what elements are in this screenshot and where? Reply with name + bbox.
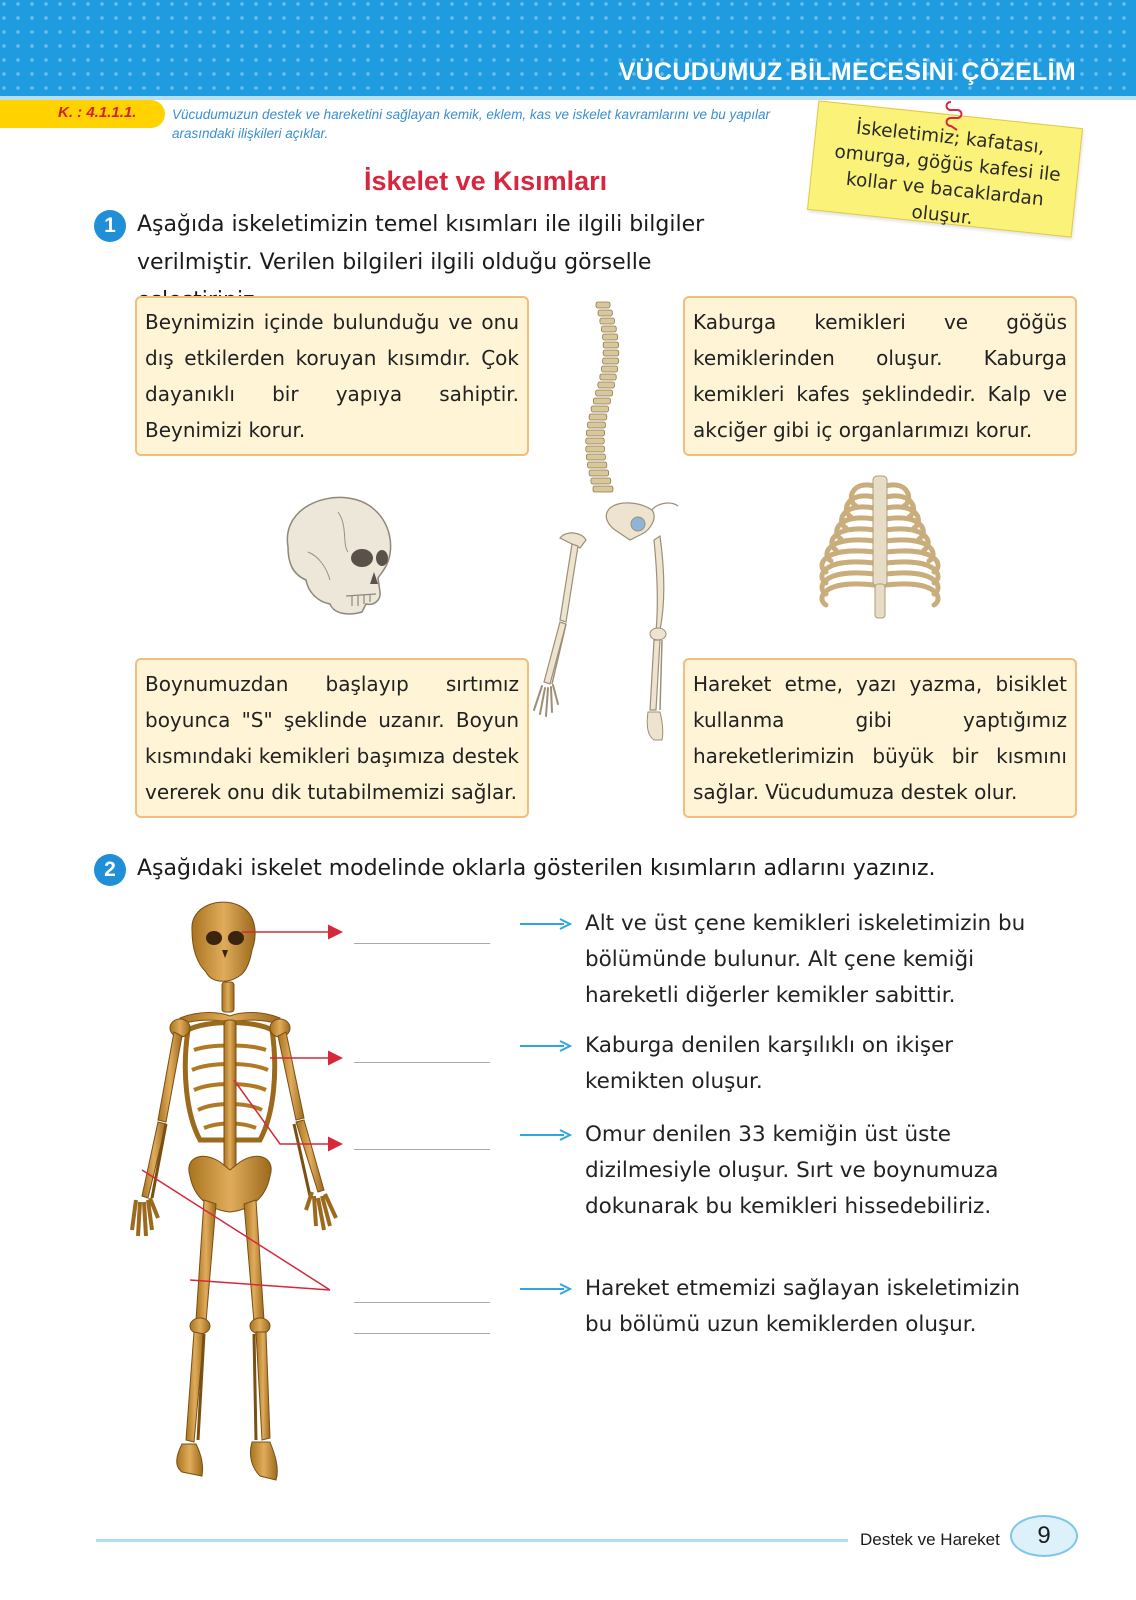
- vertebra-shape: [591, 406, 608, 412]
- vertebra-shape: [603, 342, 618, 348]
- clue-arrow-icon: [520, 917, 572, 931]
- vertebra-shape: [588, 462, 607, 468]
- vertebra-shape: [603, 358, 619, 364]
- vertebra-shape: [598, 310, 612, 316]
- page-header-title: VÜCUDUMUZ BİLMECESİNİ ÇÖZELİM: [618, 58, 1076, 86]
- footer-unit-title: Destek ve Hareket: [860, 1530, 1000, 1549]
- info-box-ribcage: Kaburga kemikleri ve göğüs kemiklerinden oluşur. Kaburga kemikleri kafes şeklindedir. Kalp ve akciğer gibi iç organlarımızı korur.: [683, 296, 1077, 456]
- paperclip-icon: [945, 100, 963, 134]
- pointer-arrows: [130, 900, 360, 1490]
- vertebra-shape: [593, 398, 610, 404]
- vertebra-shape: [586, 438, 604, 444]
- question-2-text: Aşağıdaki iskelet modelinde oklarla gösterilen kısımların adlarını yazınız.: [137, 856, 936, 881]
- vertebra-shape: [596, 390, 613, 396]
- vertebra-shape: [589, 470, 608, 476]
- vertebra-shape: [586, 430, 604, 436]
- vertebra-shape: [603, 334, 618, 340]
- answer-blank-spine[interactable]: [354, 1149, 490, 1150]
- vertebra-shape: [603, 350, 619, 356]
- clue-arrow-icon: [520, 1282, 572, 1296]
- vertebra-shape: [596, 302, 610, 308]
- answer-blank-limbs-2[interactable]: [354, 1333, 490, 1334]
- clue-text-spine: Omur denilen 33 kemiğin üst üste dizilmesiyle oluşur. Sırt ve boynumuza dokunarak bu kemikleri hissedebiliriz.: [585, 1122, 999, 1219]
- outcome-code: K. : 4.1.1.1.: [58, 104, 137, 121]
- vertebra-shape: [593, 486, 613, 492]
- rib-shape: [886, 584, 938, 605]
- info-box-skull: Beynimizin içinde bulunduğu ve onu dış etkilerden koruyan kısımdır. Çok dayanıklı bir yapıya sahiptir. Beynimizi korur.: [135, 296, 529, 456]
- footer-line: [96, 1539, 848, 1542]
- sticky-note-text: İskeletimiz; kafatası, omurga, göğüs kafesi ile kollar ve bacaklardan oluşur.: [833, 117, 1062, 230]
- vertebra-shape: [586, 446, 605, 452]
- question-2-number: 2: [94, 854, 126, 886]
- clue-text-limbs: Hareket etmemizi sağlayan iskeletimizin bu bölümü uzun kemiklerden oluşur.: [585, 1276, 1020, 1337]
- answer-blank-skull[interactable]: [354, 943, 490, 944]
- clue-text-skull: Alt ve üst çene kemikleri iskeletimizin bu bölümünde bulunur. Alt çene kemiği hareketli diğerler kemikler sabittir.: [585, 911, 1026, 1008]
- vertebra-shape: [601, 326, 616, 332]
- clue-text-ribcage: Kaburga denilen karşılıklı on ikişer kemikten oluşur.: [585, 1033, 954, 1094]
- rib-shape: [822, 584, 874, 605]
- outcome-description: Vücudumuzun destek ve hareketini sağlayan kemik, eklem, kas ve iskelet kavramlarını ve bu yapılar arasındaki ilişkileri açıklar.: [172, 107, 771, 141]
- vertebra-shape: [600, 374, 616, 380]
- clue-arrow-icon: [520, 1128, 572, 1142]
- vertebra-shape: [588, 422, 606, 428]
- ribcage-illustration: [815, 472, 945, 622]
- limbs-illustration: [530, 500, 690, 750]
- vertebra-shape: [589, 414, 607, 420]
- answer-blank-ribcage[interactable]: [354, 1062, 490, 1063]
- info-box-spine: Boynumuzdan başlayıp sırtımız boyunca "S" şeklinde uzanır. Boyun kısmındaki kemikleri başımıza destek vererek onu dik tutabilmemizi sağlar.: [135, 658, 529, 818]
- question-1-number: 1: [94, 210, 126, 242]
- vertebra-shape: [586, 454, 605, 460]
- info-box-limbs: Hareket etme, yazı yazma, bisiklet kullanma gibi yaptığımız hareketlerimizin büyük bir kısmını sağlar. Vücudumuza destek olur.: [683, 658, 1077, 818]
- section-title: İskelet ve Kısımları: [364, 166, 608, 196]
- vertebra-shape: [600, 318, 615, 324]
- vertebra-shape: [591, 478, 611, 484]
- page-number: 9: [1010, 1515, 1078, 1557]
- clue-arrow-icon: [520, 1039, 572, 1053]
- header-strip: [0, 96, 1136, 100]
- answer-blank-limbs-1[interactable]: [354, 1302, 490, 1303]
- spine-illustration: [578, 298, 628, 498]
- vertebra-shape: [601, 366, 617, 372]
- vertebra-shape: [598, 382, 615, 388]
- skull-illustration: [278, 492, 398, 618]
- question-1-text: Aşağıda iskeletimizin temel kısımları ile ilgili bilgiler verilmiştir. Verilen bilgileri ilgili olduğu görselle: [137, 212, 705, 275]
